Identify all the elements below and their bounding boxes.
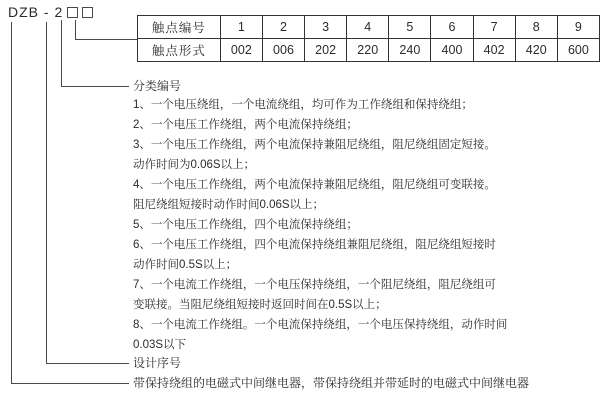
- classification-item-7-cont: 变联接。当阻尼绕组短接时返回时间在0.5S以上；: [133, 299, 387, 311]
- contact-form-cell: 400: [431, 39, 473, 62]
- classification-item-5: 5、一个电压工作绕组，四个电流保持绕组；: [133, 219, 358, 231]
- classification-item-3: 3、一个电压工作绕组，两个电流保持兼阻尼绕组，阻尼绕组固定短接。: [133, 139, 496, 151]
- contact-number-row: [138, 16, 600, 39]
- contact-form-cell: 402: [473, 39, 515, 62]
- classification-item-6: 6、一个电压工作绕组，四个电流保持绕组兼阻尼绕组，阻尼绕组短接时: [133, 239, 496, 251]
- contact-form-cell: 240: [389, 39, 431, 62]
- contact-number-cell: 8: [515, 16, 557, 39]
- contact-number-cell: 6: [431, 16, 473, 39]
- classification-item-2: 2、一个电压工作绕组，两个电流保持绕组；: [133, 119, 358, 131]
- contact-number-cell: 5: [389, 16, 431, 39]
- classification-label: 分类编号: [133, 79, 182, 93]
- classification-item-3-cont: 动作时间为0.06S以上；: [133, 159, 256, 171]
- model-placeholder-box-1: [67, 7, 78, 18]
- contact-form-cell: 002: [220, 39, 262, 62]
- classification-item-7: 7、一个电流工作绕组，一个电压保持绕组，一个阻尼绕组，阻尼绕组可: [133, 279, 496, 291]
- contact-number-cell: 3: [305, 16, 347, 39]
- contact-number-cell: 2: [262, 16, 304, 39]
- relay-description: 带保持绕组的电磁式中间继电器，带保持绕组并带延时的电磁式中间继电器: [133, 376, 530, 390]
- model-designation: [8, 4, 93, 20]
- contact-form-cell: 220: [347, 39, 389, 62]
- contact-form-cell: 202: [305, 39, 347, 62]
- contact-number-cell: 7: [473, 16, 515, 39]
- contact-form-cell: 420: [515, 39, 557, 62]
- model-code: DZB - 2: [8, 4, 64, 20]
- contact-number-cell: 1: [220, 16, 262, 39]
- contact-number-header: 触点编号: [138, 16, 221, 39]
- model-placeholder-box-2: [82, 7, 93, 18]
- contact-form-cell: 006: [262, 39, 304, 62]
- classification-item-6-cont: 动作时间0.5S以上；: [133, 259, 238, 271]
- classification-item-8: 8、一个电流工作绕组。一个电流保持绕组，一个电压保持绕组，动作时间: [133, 319, 508, 331]
- contact-form-cell: 600: [557, 39, 599, 62]
- contact-number-cell: 9: [557, 16, 599, 39]
- classification-item-4-cont: 阻尼绕组短接时动作时间0.06S以上；: [133, 199, 325, 211]
- contact-number-cell: 4: [347, 16, 389, 39]
- contact-table: [137, 15, 600, 62]
- design-serial-label: 设计序号: [133, 356, 182, 370]
- contact-form-row: [138, 39, 600, 62]
- classification-list: [133, 95, 507, 355]
- contact-form-header: 触点形式: [138, 39, 221, 62]
- leader-line-contact-table: [75, 20, 138, 40]
- classification-item-8-cont: 0.03S以下: [133, 339, 187, 351]
- classification-item-1: 1、一个电压绕组，一个电流绕组，均可作为工作绕组和保持绕组；: [133, 99, 473, 111]
- classification-item-4: 4、一个电压工作绕组，两个电流保持兼阻尼绕组，阻尼绕组可变联接。: [133, 179, 496, 191]
